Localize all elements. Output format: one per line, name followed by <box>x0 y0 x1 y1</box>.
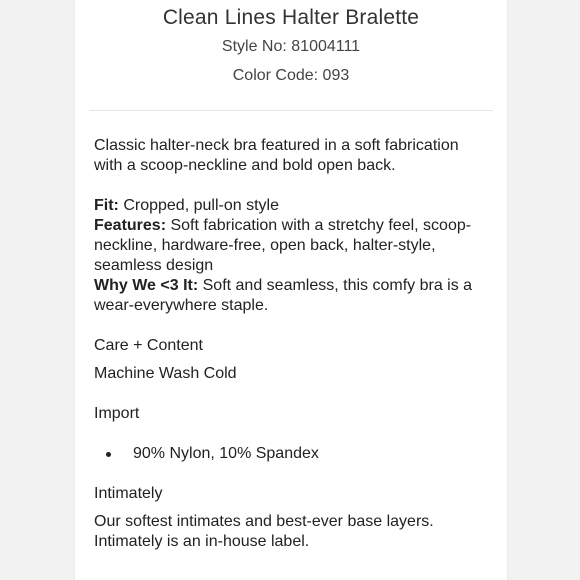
brand-about: Our softest intimates and best-ever base layers. Intimately is an in-house label. <box>94 513 434 550</box>
materials-list <box>94 444 487 464</box>
brand-name: Intimately <box>94 485 163 502</box>
detail-fit <box>94 196 487 216</box>
product-details <box>75 111 507 552</box>
product-title: Clean Lines Halter Bralette <box>162 6 420 29</box>
product-info-card <box>75 0 507 580</box>
detail-text: Cropped, pull-on style <box>118 197 279 214</box>
detail-text: Soft and seamless, this comfy bra is a wear-everywhere staple. <box>94 277 473 314</box>
origin-text: Import <box>94 405 140 422</box>
detail-label: Fit: <box>94 197 119 214</box>
detail-features <box>94 216 487 276</box>
style-number: Style No: 81004111 <box>221 38 361 55</box>
detail-label: Why We <3 It: <box>94 277 199 294</box>
materials-list-item <box>94 444 487 464</box>
detail-label: Features: <box>94 217 167 234</box>
care-instructions: Machine Wash Cold <box>94 365 237 382</box>
detail-text: Soft fabrication with a stretchy feel, scoop-neckline, hardware-free, open back, halter-style, seamless design <box>94 217 472 274</box>
detail-why-we-love-it <box>94 276 487 316</box>
materials-text: 90% Nylon, 10% Spandex <box>133 445 319 462</box>
color-code: Color Code: 093 <box>232 67 350 84</box>
care-heading: Care + Content <box>94 337 203 354</box>
product-header <box>75 0 507 90</box>
product-description: Classic halter-neck bra featured in a soft fabrication with a scoop-neckline and bold open back. <box>94 137 459 174</box>
bullet-icon <box>106 452 111 457</box>
